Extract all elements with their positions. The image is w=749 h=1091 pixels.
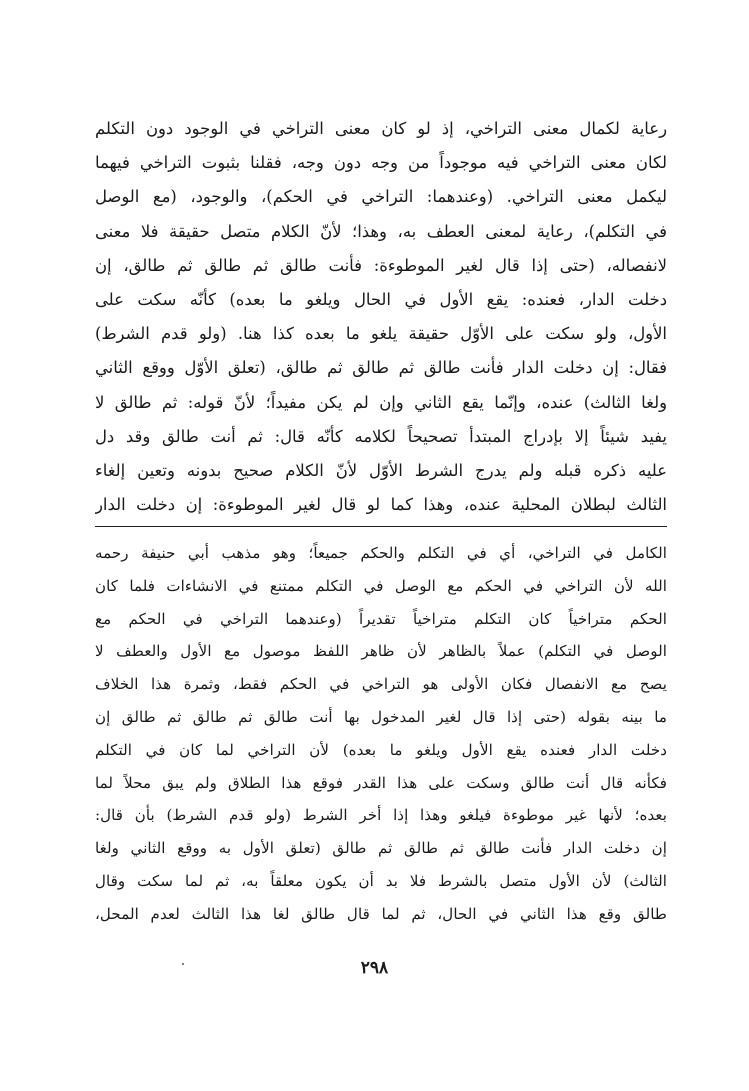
footnote-line: إن دخلت الدار فأنت طالق ثم طالق ثم طالق (تعلق الأول به ووقع الثاني ولغا bbox=[95, 839, 667, 858]
footnote-line: الحكم متراخياً كان التكلم متراخياً تقديراً (وعندهما التراخي في الحكم مع bbox=[95, 609, 667, 628]
main-text-line: الأول، ولو سكت على الأوّل حقيقة يلغو ما بعده كذا هنا. (ولو قدم الشرط) bbox=[95, 324, 667, 344]
footnote-line: يصح مع الانفصال فكان الأولى هو التراخي في الحكم فقط، وثمرة هذا الخلاف bbox=[95, 675, 667, 694]
main-text-block bbox=[95, 112, 667, 522]
footnote-block bbox=[95, 537, 667, 931]
footnote-line: الكامل في التراخي، أي في التكلم والحكم جميعاً؛ وهو مذهب أبي حنيفة رحمه bbox=[95, 544, 667, 562]
footnote-line: فكأنه قال أنت طالق وسكت على هذا القدر فوقع هذا الطلاق ولم يبق محلاً لما bbox=[95, 773, 667, 792]
footnote-line: الوصل في التكلم) عملاً بالظاهر لأن ظاهر اللفظ موصول مع الأول والعطف لا bbox=[95, 642, 667, 661]
footnote-line: الله لأن التراخي في الحكم مع الوصل في التكلم ممتنع في الانشاءات فلما كان bbox=[95, 576, 667, 595]
main-text-line: ليكمل معنى التراخي. (وعندهما: التراخي في الحكم)، والوجود، (مع الوصل bbox=[95, 187, 667, 207]
main-text-line: دخلت الدار، فعنده: يقع الأول في الحال ويلغو ما بعده) كأنّه سكت على bbox=[95, 289, 667, 309]
page-number: ٢٩٨ bbox=[360, 958, 389, 978]
main-text-line: عليه ذكره قبله ولم يدرج الشرط الأوّل لأنّ الكلام صحيح بدونه وتعين إلغاء bbox=[95, 460, 667, 480]
main-text-line: يفيد شيئاً إلا بإدراج المبتدأ تصحيحاً لكلامه كأنّه قال: ثم أنت طالق وقد دل bbox=[95, 426, 667, 446]
main-text-line: رعاية لكمال معنى التراخي، إذ لو كان معنى التراخي في الوجود دون التكلم bbox=[95, 119, 667, 138]
main-text-line: في التكلم)، رعاية لمعنى العطف به، وهذا؛ لأنّ الكلام متصل حقيقة فلا معنى bbox=[95, 221, 667, 241]
main-text-line: ولغا الثالث) عنده، وإنّما يقع الثاني وإن لم يكن مفيداً؛ لأنّ قوله: ثم طالق لا bbox=[95, 392, 667, 412]
footnote-line: ما بينه بقوله (حتى إذا قال لغير المدخول بها أنت طالق ثم طالق ثم طالق إن bbox=[95, 707, 667, 726]
main-text-line: لانفصاله، (حتى إذا قال لغير الموطوءة: فأنت طالق ثم طالق ثم طالق، إن bbox=[95, 255, 667, 275]
footnote-line: الثالث) لأن الأول متصل بالشرط فلا بد أن يكون معلقاً به، ثم لما سكت وقال bbox=[95, 871, 667, 890]
footnote-line: دخلت الدار فعنده يقع الأول ويلغو ما بعده) لأن التراخي لما كان في التكلم bbox=[95, 740, 667, 759]
footnote-line: بعده؛ لأنها غير موطوءة فيلغو وهذا إذا أخر الشرط (ولو قدم الشرط) بأن قال: bbox=[95, 806, 667, 825]
main-text-line: الثالث لبطلان المحلية عنده، وهذا كما لو قال لغير الموطوءة: إن دخلت الدار bbox=[95, 495, 667, 515]
footnote-separator bbox=[95, 526, 667, 527]
main-text-line: فقال: إن دخلت الدار فأنت طالق ثم طالق ثم طالق، (تعلق الأوّل ووقع الثاني bbox=[95, 358, 667, 378]
footnote-line: طالق وقع هذا الثاني في الحال، ثم لما قال طالق لغا هذا الثالث لعدم المحل، bbox=[95, 904, 667, 923]
main-text-line: لكان معنى التراخي فيه موجوداً من وجه دون وجه، فقلنا بثبوت التراخي فيهما bbox=[95, 153, 667, 173]
